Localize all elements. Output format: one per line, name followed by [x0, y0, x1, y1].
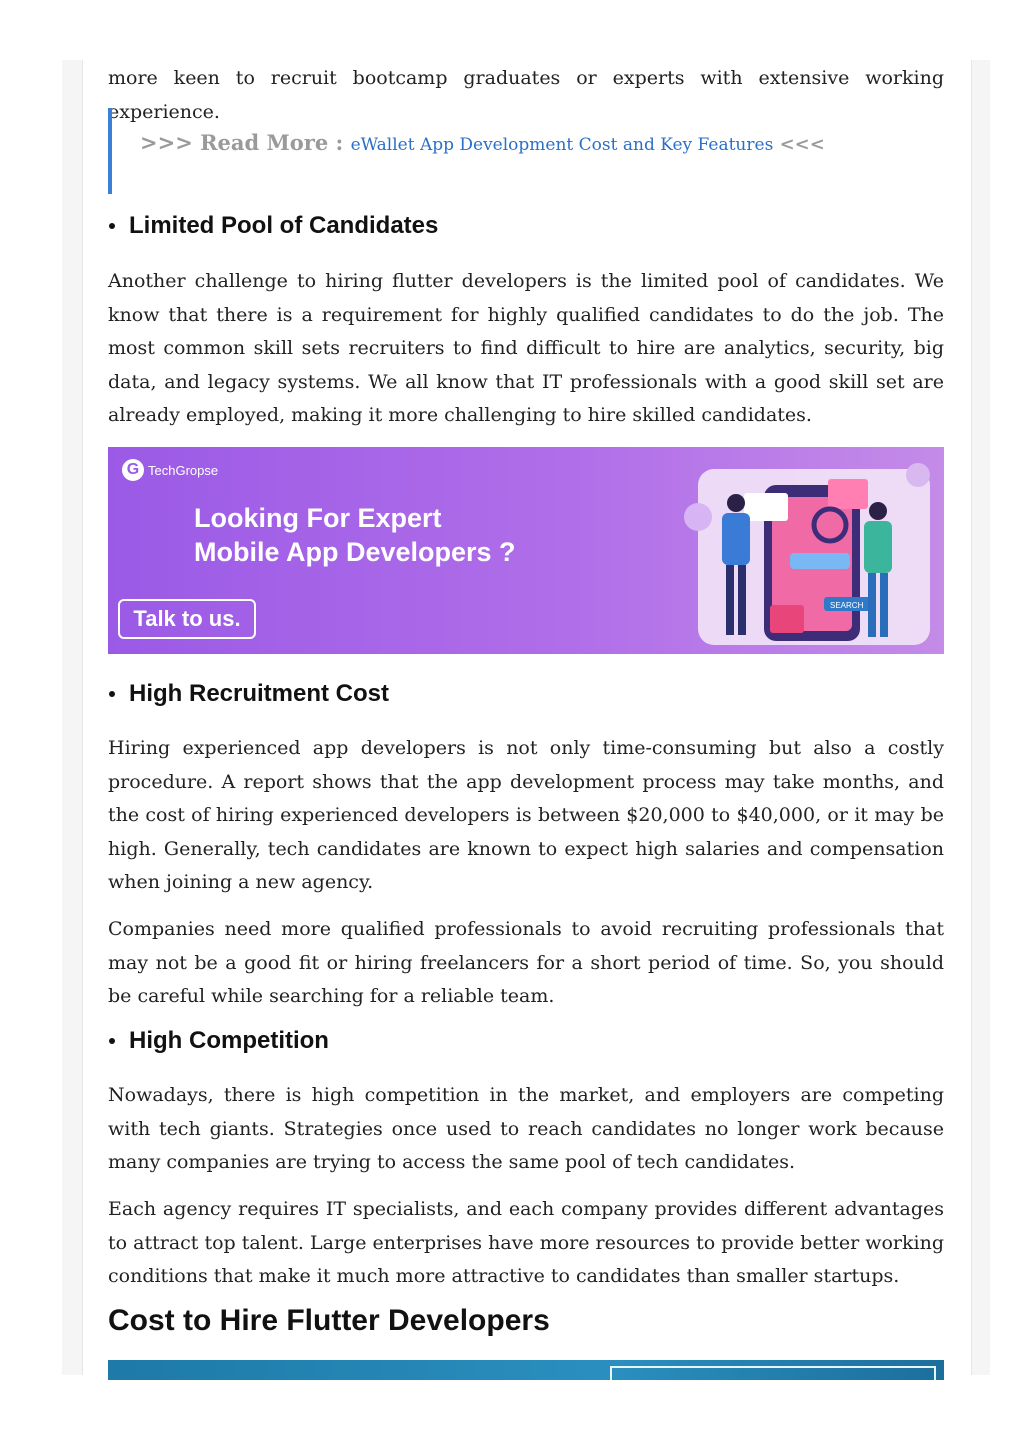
paragraph-limited-pool: Another challenge to hiring flutter developers is the limited pool of candidates. We know that there is a requirement for highly qualified candidates to do the job. The most common skill sets recruiters to find difficult to hire are analytics, security, big data, and legacy systems. We all know that IT professionals with a good skill set are already employed, making it more challenging to hire skilled candidates.	[108, 270, 944, 427]
logo-text: TechGropse	[148, 462, 219, 478]
section-heading-recruitment-cost: High Recruitment Cost	[108, 680, 389, 708]
section-heading-high-competition: High Competition	[108, 1027, 329, 1055]
bullet-icon	[109, 223, 115, 229]
intro-paragraph-tail: more keen to recruit bootcamp graduates or experts with extensive working experience.	[108, 67, 944, 123]
read-more-suffix: <<<	[773, 134, 825, 155]
paragraph-recruitment-cost-2: Companies need more qualified professionals to avoid recruiting professionals that may not be a good fit or hiring freelancers for a short period of time. So, you should be careful while searching for a reliable team.	[108, 918, 944, 1008]
read-more-label: >>> Read More :	[140, 130, 351, 155]
read-more-link[interactable]: eWallet App Development Cost and Key Features	[350, 135, 774, 155]
brand-logo	[122, 459, 218, 481]
cost-section-heading: Cost to Hire Flutter Developers	[108, 1304, 550, 1337]
paragraph-competition-2: Each agency requires IT specialists, and each company provides different advantages to attract top talent. Large enterprises have more resources to provide better working conditions that make it much more attractive to candidates than smaller startups.	[108, 1198, 944, 1288]
cost-section-image	[108, 1360, 944, 1380]
paragraph-competition-1: Nowadays, there is high competition in the market, and employers are competing with tech giants. Strategies once used to reach candidates no longer work because many companies are trying to access the same pool of tech candidates.	[108, 1084, 944, 1174]
section-heading-limited-pool: Limited Pool of Candidates	[108, 212, 438, 240]
bullet-icon	[109, 1038, 115, 1044]
banner-headline: Looking For Expert Mobile App Developers ?	[194, 503, 516, 567]
paragraph-recruitment-cost-1: Hiring experienced app developers is not only time-consuming but also a costly procedure. A report shows that the app development process may take months, and the cost of hiring experienced developers is between $20,000 to $40,000, or it may be high. Generally, tech candidates are known to expect high salaries and compensation when joining a new agency.	[108, 737, 944, 894]
talk-to-us-button[interactable]: Talk to us.	[118, 599, 256, 639]
developers-illustration-icon	[678, 455, 944, 651]
read-more-blockquote	[108, 108, 948, 194]
bullet-icon	[109, 691, 115, 697]
logo-mark-icon: G	[122, 459, 144, 481]
hire-developers-banner[interactable]	[108, 447, 944, 654]
search-label: SEARCH	[830, 601, 864, 610]
